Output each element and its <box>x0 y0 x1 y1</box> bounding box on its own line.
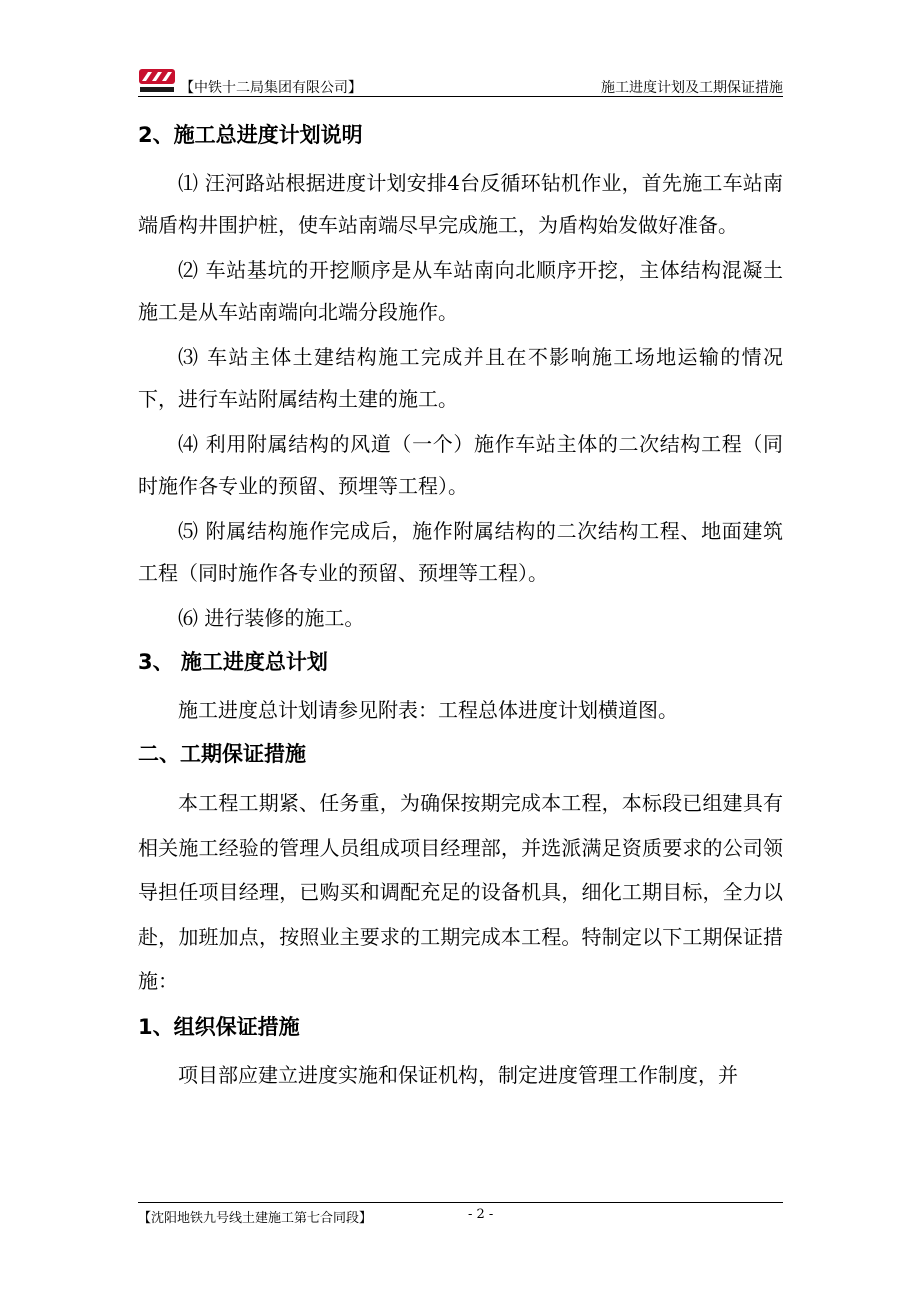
crcc-logo-icon <box>138 66 176 94</box>
document-title: 施工进度计划及工期保证措施 <box>601 80 783 96</box>
section-2-heading: 2、施工总进度计划说明 <box>138 123 363 147</box>
page-footer <box>138 1202 783 1226</box>
page-body <box>138 118 783 1096</box>
section-1-text: 项目部应建立进度实施和保证机构，制定进度管理工作制度，并 <box>178 1062 738 1087</box>
list-item: ⑵ 车站基坑的开挖顺序是从车站南向北顺序开挖，主体结构混凝土施工是从车站南端向北端分段施作。 <box>138 258 783 324</box>
section-1-heading: 1、组织保证措施 <box>138 1014 300 1039</box>
list-item: ⑷ 利用附属结构的风道（一个）施作车站主体的二次结构工程（同时施作各专业的预留、预埋等工程）。 <box>138 432 783 498</box>
page-number: - 2 - <box>468 1207 494 1222</box>
page-header <box>138 66 783 97</box>
part-2-heading: 二、工期保证措施 <box>138 742 306 766</box>
list-item: ⑴ 汪河路站根据进度计划安排4台反循环钻机作业，首先施工车站南端盾构井围护桩，使车站南端尽早完成施工，为盾构始发做好准备。 <box>138 171 783 237</box>
section-3-text: 施工进度总计划请参见附表：工程总体进度计划横道图。 <box>178 698 678 722</box>
contract-name: 【沈阳地铁九号线土建施工第七合同段】 <box>138 1211 373 1226</box>
section-3-heading: 3、 施工进度总计划 <box>138 650 328 674</box>
part-2-paragraph: 本工程工期紧、任务重，为确保按期完成本工程，本标段已组建具有相关施工经验的管理人员组成项目经理部，并选派满足资质要求的公司领导担任项目经理，已购买和调配充足的设备机具，细化工期目标，全力以赴，加班加点，按照业主要求的工期完成本工程。特制定以下工期保证措施： <box>138 791 783 993</box>
list-item: ⑹ 进行装修的施工。 <box>178 606 365 630</box>
company-name: 【中铁十二局集团有限公司】 <box>180 80 362 96</box>
list-item: ⑸ 附属结构施作完成后，施作附属结构的二次结构工程、地面建筑工程（同时施作各专业的预留、预埋等工程）。 <box>138 519 783 585</box>
list-item: ⑶ 车站主体土建结构施工完成并且在不影响施工场地运输的情况下，进行车站附属结构土建的施工。 <box>138 345 783 411</box>
